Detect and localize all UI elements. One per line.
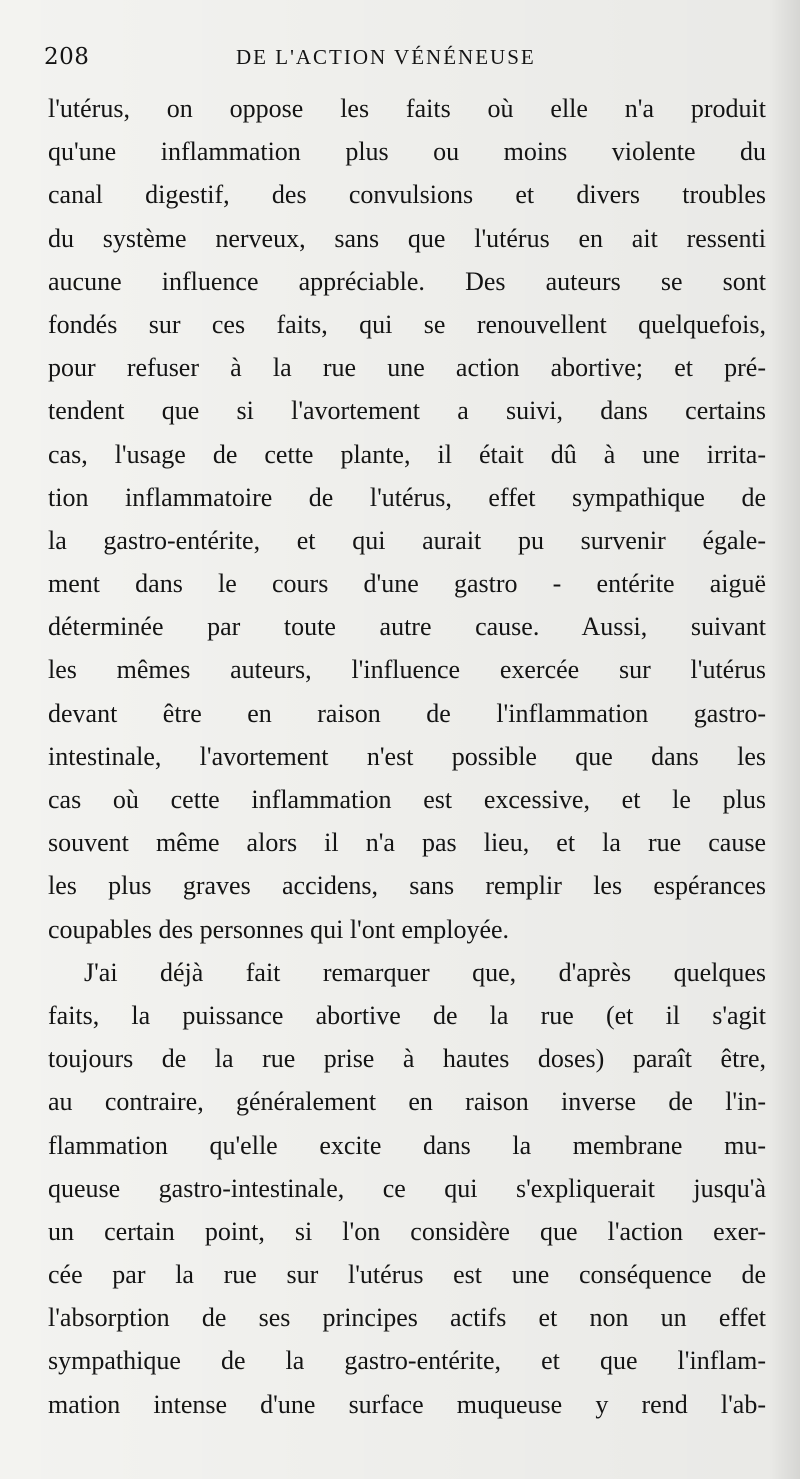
text-line: canal digestif, des convulsions et divers troubles	[48, 180, 766, 210]
text-line: au contraire, généralement en raison inverse de l'in-	[48, 1087, 766, 1117]
paragraph-end-line: coupables des personnes qui l'ont employée.	[48, 914, 510, 944]
text-line: queuse gastro-intestinale, ce qui s'expliquerait jusqu'à	[48, 1173, 766, 1203]
text-line: toujours de la rue prise à hautes doses) paraît être,	[48, 1044, 766, 1074]
text-line: cas, l'usage de cette plante, il était dû à une irrita-	[48, 439, 766, 469]
page-header	[44, 40, 604, 82]
text-line: sympathique de la gastro-entérite, et que l'inflam-	[48, 1346, 766, 1376]
text-line: l'absorption de ses principes actifs et non un effet	[48, 1303, 766, 1333]
text-line: intestinale, l'avortement n'est possible que dans les	[48, 741, 766, 771]
text-line: devant être en raison de l'inflammation gastro-	[48, 698, 766, 728]
text-line: cée par la rue sur l'utérus est une conséquence de	[48, 1260, 766, 1290]
text-line: l'utérus, on oppose les faits où elle n'a produit	[48, 94, 766, 123]
running-title: DE L'ACTION VÉNÉNEUSE	[236, 45, 536, 69]
text-line: mation intense d'une surface muqueuse y rend l'ab-	[48, 1389, 766, 1419]
text-line: les mêmes auteurs, l'influence exercée sur l'utérus	[48, 655, 766, 685]
text-line: faits, la puissance abortive de la rue (et il s'agit	[48, 1000, 766, 1030]
text-line: fondés sur ces faits, qui se renouvellent quelquefois,	[48, 309, 766, 339]
text-line: ment dans le cours d'une gastro - entérite aiguë	[48, 569, 766, 599]
text-line: pour refuser à la rue une action abortive; et pré-	[48, 353, 766, 383]
paragraph-start-line: J'ai déjà fait remarquer que, d'après quelques	[84, 957, 766, 987]
text-line: un certain point, si l'on considère que l'action exer-	[48, 1216, 766, 1246]
text-line: cas où cette inflammation est excessive, et le plus	[48, 785, 766, 814]
text-line: flammation qu'elle excite dans la membrane mu-	[48, 1130, 766, 1160]
text-line: les plus graves accidens, sans remplir les espérances	[48, 871, 766, 901]
page-number: 208	[44, 44, 90, 70]
text-line: souvent même alors il n'a pas lieu, et la rue cause	[48, 828, 766, 858]
text-line: tendent que si l'avortement a suivi, dans certains	[48, 396, 766, 426]
text-line: la gastro-entérite, et qui aurait pu survenir égale-	[48, 525, 766, 555]
text-line: aucune influence appréciable. Des auteurs se sont	[48, 266, 766, 296]
body-text	[48, 87, 766, 1426]
text-line: qu'une inflammation plus ou moins violente du	[48, 137, 766, 167]
text-line: du système nerveux, sans que l'utérus en ait ressenti	[48, 223, 766, 253]
text-line: tion inflammatoire de l'utérus, effet sympathique de	[48, 482, 766, 512]
text-line: déterminée par toute autre cause. Aussi, suivant	[48, 612, 766, 642]
